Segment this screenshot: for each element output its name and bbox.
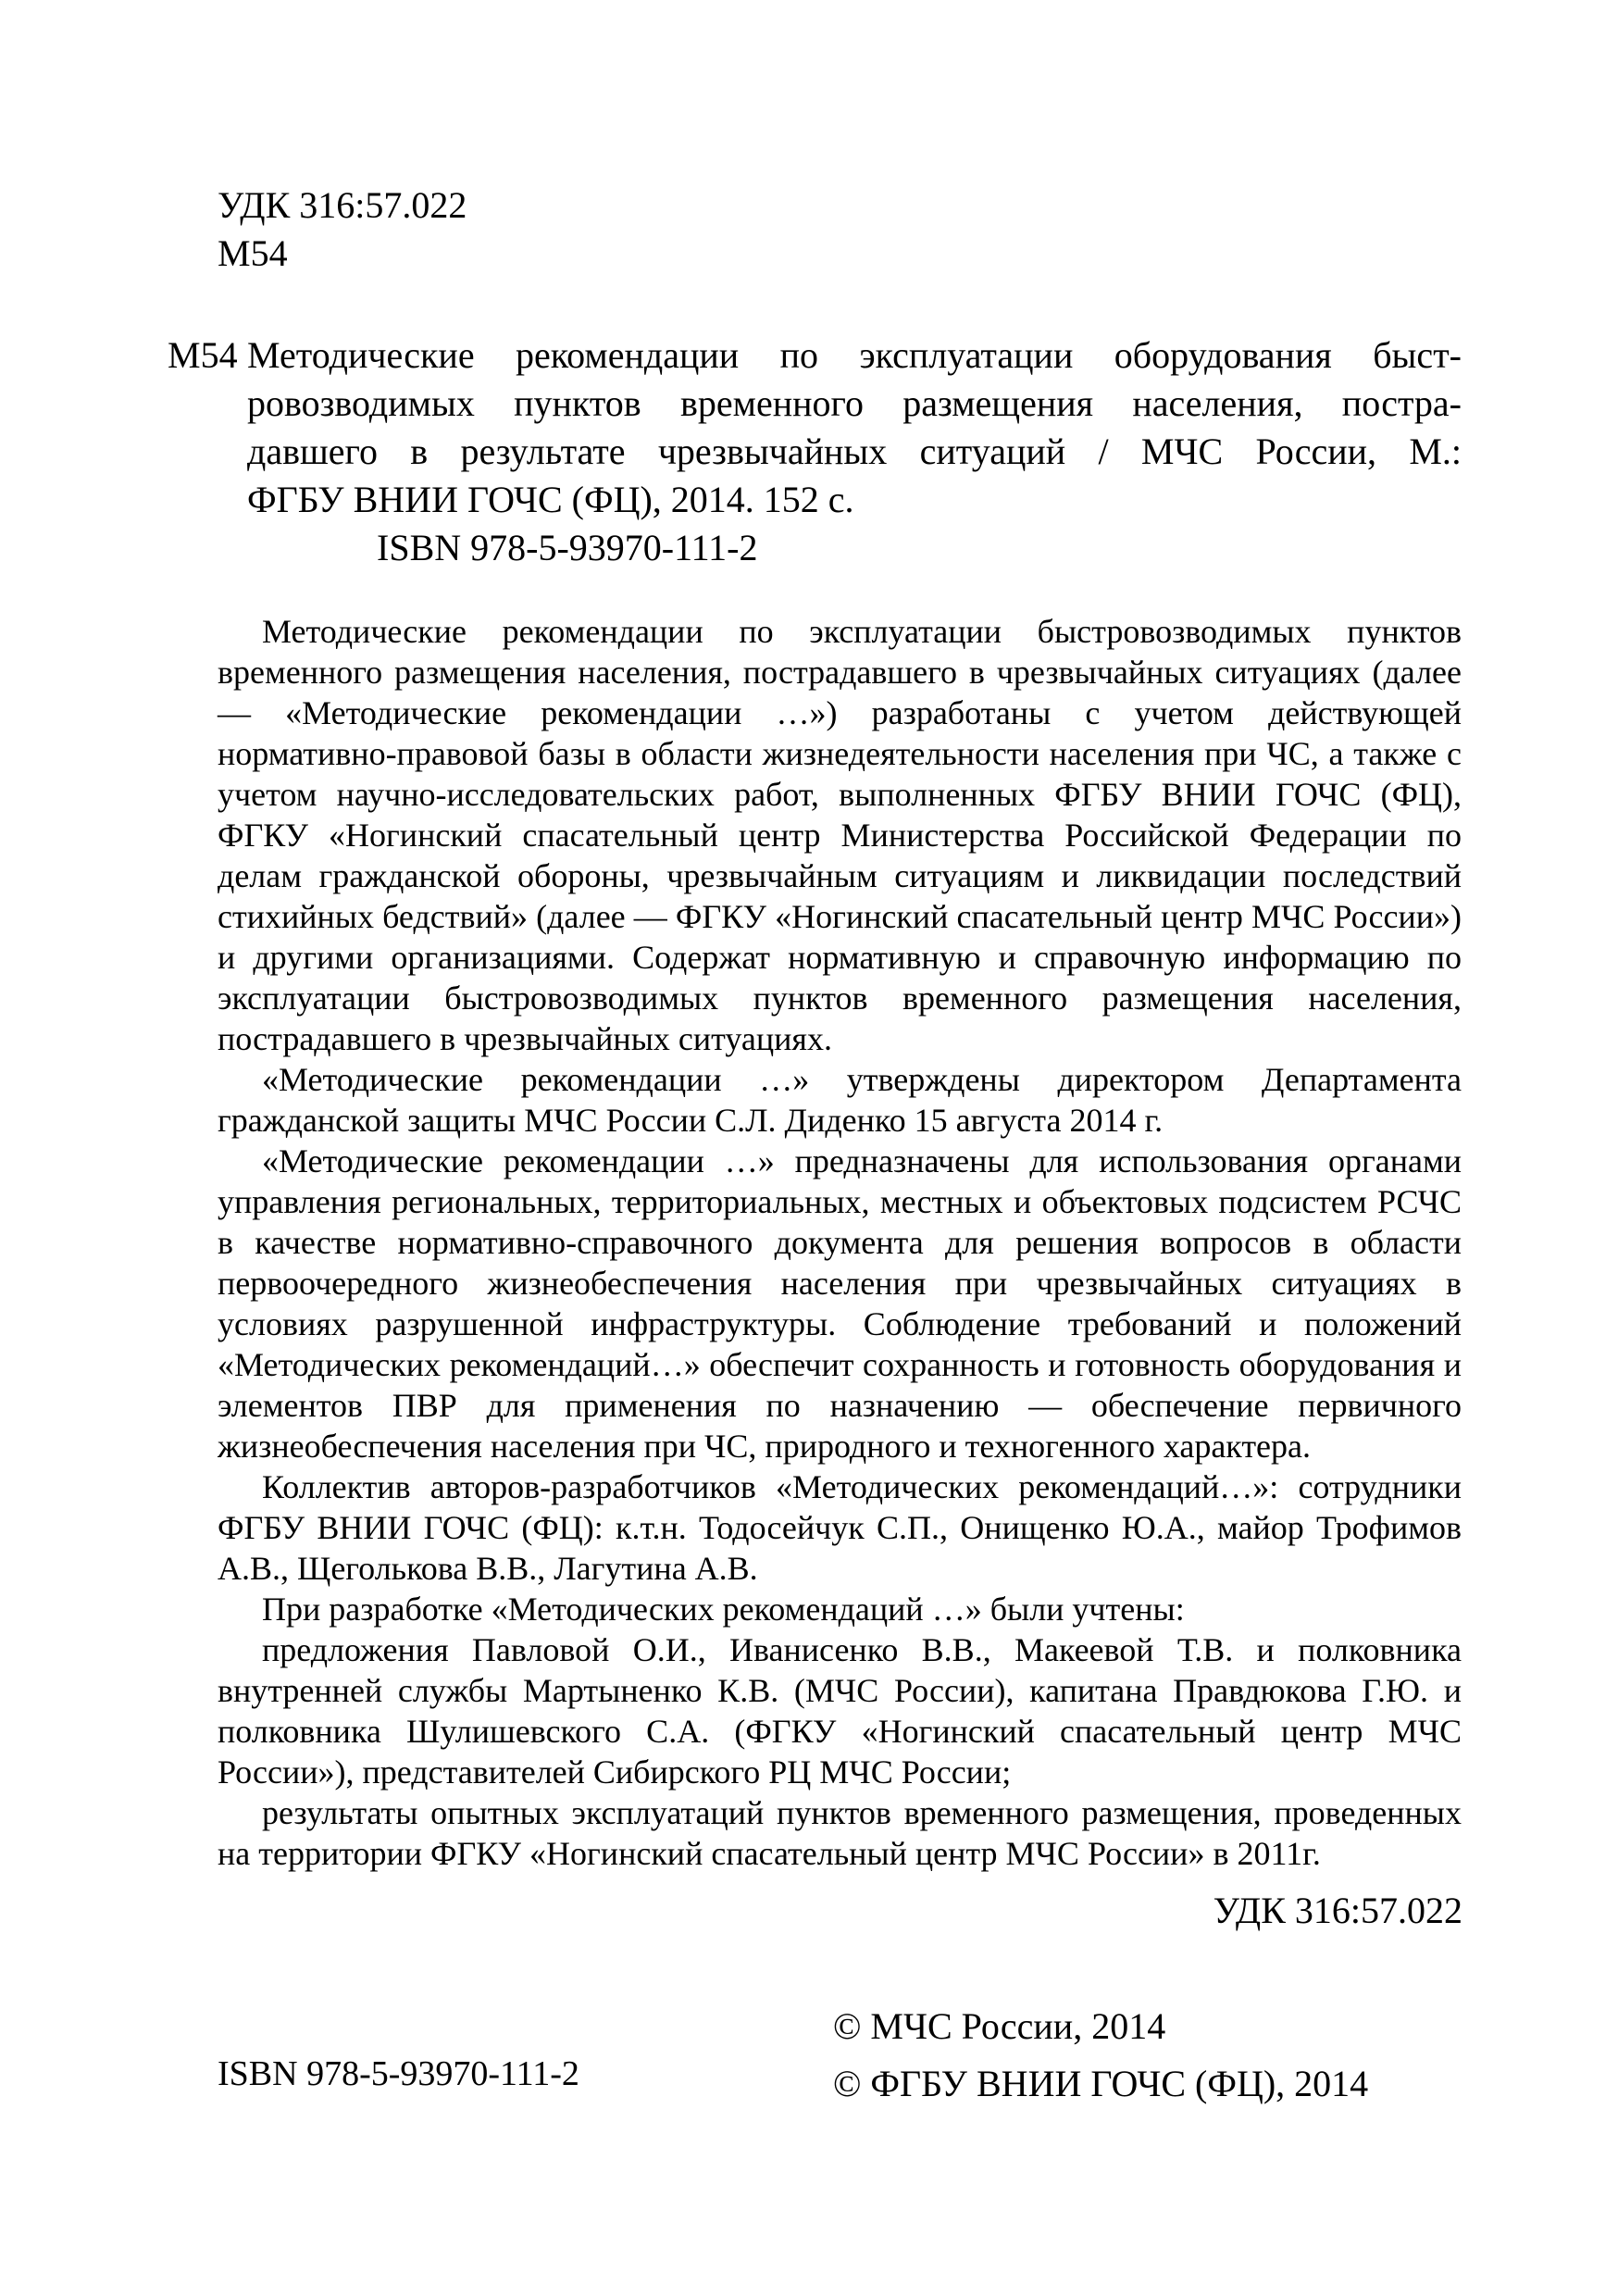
annotation-paragraph: При разработке «Методических рекомендаций …» были учтены: bbox=[262, 1591, 1185, 1628]
annotation-paragraph: «Методические рекомендации …» предназначены для использования органами управления региональных, территориальных, местных и объектовых подсистем РСЧС в качестве нормативно-справочного документа для решения вопросов в области первоочередного жизнеобеспечения населения при чрезвычайных ситуациях в условиях разрушенной инфраструктуры. Соблюдение требований и положений «Методических рекомендаций…» обеспечит сохранность и готовность оборудования и элементов ПВР для применения по назначению — обеспечение первичного жизнеобеспечения населения при ЧС, природного и техногенного характера. bbox=[218, 1142, 1462, 1465]
annotation-paragraph: результаты опытных эксплуатаций пунктов временного размещения, проведенных на территории ФГКУ «Ногинский спасательный центр МЧС России» в 2011г. bbox=[218, 1794, 1462, 1872]
author-sign: М54 bbox=[218, 232, 288, 274]
biblio-code: М54 bbox=[168, 334, 238, 376]
biblio-isbn: ISBN 978-5-93970-111-2 bbox=[377, 527, 758, 568]
annotation bbox=[218, 611, 1462, 1874]
annotation-paragraph: «Методические рекомендации …» утверждены директором Департамента гражданской защиты МЧС России С.Л. Диденко 15 августа 2014 г. bbox=[218, 1061, 1462, 1139]
header-codes bbox=[218, 181, 467, 278]
copyright-mchs: © МЧС России, 2014 bbox=[833, 2005, 1166, 2047]
copyright-block bbox=[833, 1998, 1368, 2113]
footer-udk: УДК 316:57.022 bbox=[1213, 1890, 1462, 1931]
biblio-line: Методические рекомендации по эксплуатации оборудования быст- bbox=[247, 334, 1462, 376]
annotation-paragraph: предложения Павловой О.И., Иванисенко В.В., Макеевой Т.В. и полковника внутренней службы Мартыненко К.В. (МЧС России), капитана Правдюкова Г.Ю. и полковника Шулишевского С.А. (ФГКУ «Ногинский спасательный центр МЧС России»), представителей Сибирского РЦ МЧС России; bbox=[218, 1631, 1462, 1791]
udk-code: УДК 316:57.022 bbox=[218, 184, 467, 226]
biblio-line: давшего в результате чрезвычайных ситуаций / МЧС России, М.: bbox=[247, 430, 1462, 472]
copyright-vniigochs: © ФГБУ ВНИИ ГОЧС (ФЦ), 2014 bbox=[833, 2063, 1369, 2104]
footer-isbn: ISBN 978-5-93970-111-2 bbox=[218, 2054, 579, 2093]
annotation-paragraph: Коллектив авторов-разработчиков «Методических рекомендаций…»: сотрудники ФГБУ ВНИИ ГОЧС (ФЦ): к.т.н. Тодосейчук С.П., Онищенко Ю.А., майор Трофимов А.В., Щеголькова В.В., Лагутина А.В. bbox=[218, 1468, 1462, 1587]
bibliographic-record bbox=[168, 331, 1462, 572]
biblio-line: ФГБУ ВНИИ ГОЧС (ФЦ), 2014. 152 с. bbox=[247, 479, 854, 520]
biblio-line: ровозводимых пунктов временного размещения населения, постра- bbox=[247, 382, 1462, 424]
annotation-paragraph: Методические рекомендации по эксплуатации быстровозводимых пунктов временного размещения населения, пострадавшего в чрезвычайных ситуациях (далее — «Методические рекомендации …») разработаны с учетом действующей нормативно-правовой базы в области жизнедеятельности населения при ЧС, а также с учетом научно-исследовательских работ, выполненных ФГБУ ВНИИ ГОЧС (ФЦ), ФГКУ «Ногинский спасательный центр Министерства Российской Федерации по делам гражданской обороны, чрезвычайным ситуациям и ликвидации последствий стихийных бедствий» (далее — ФГКУ «Ногинский спасательный центр МЧС России») и другими организациями. Содержат нормативную и справочную информацию по эксплуатации быстровозводимых пунктов временного размещения населения, пострадавшего в чрезвычайных ситуациях. bbox=[218, 613, 1462, 1057]
